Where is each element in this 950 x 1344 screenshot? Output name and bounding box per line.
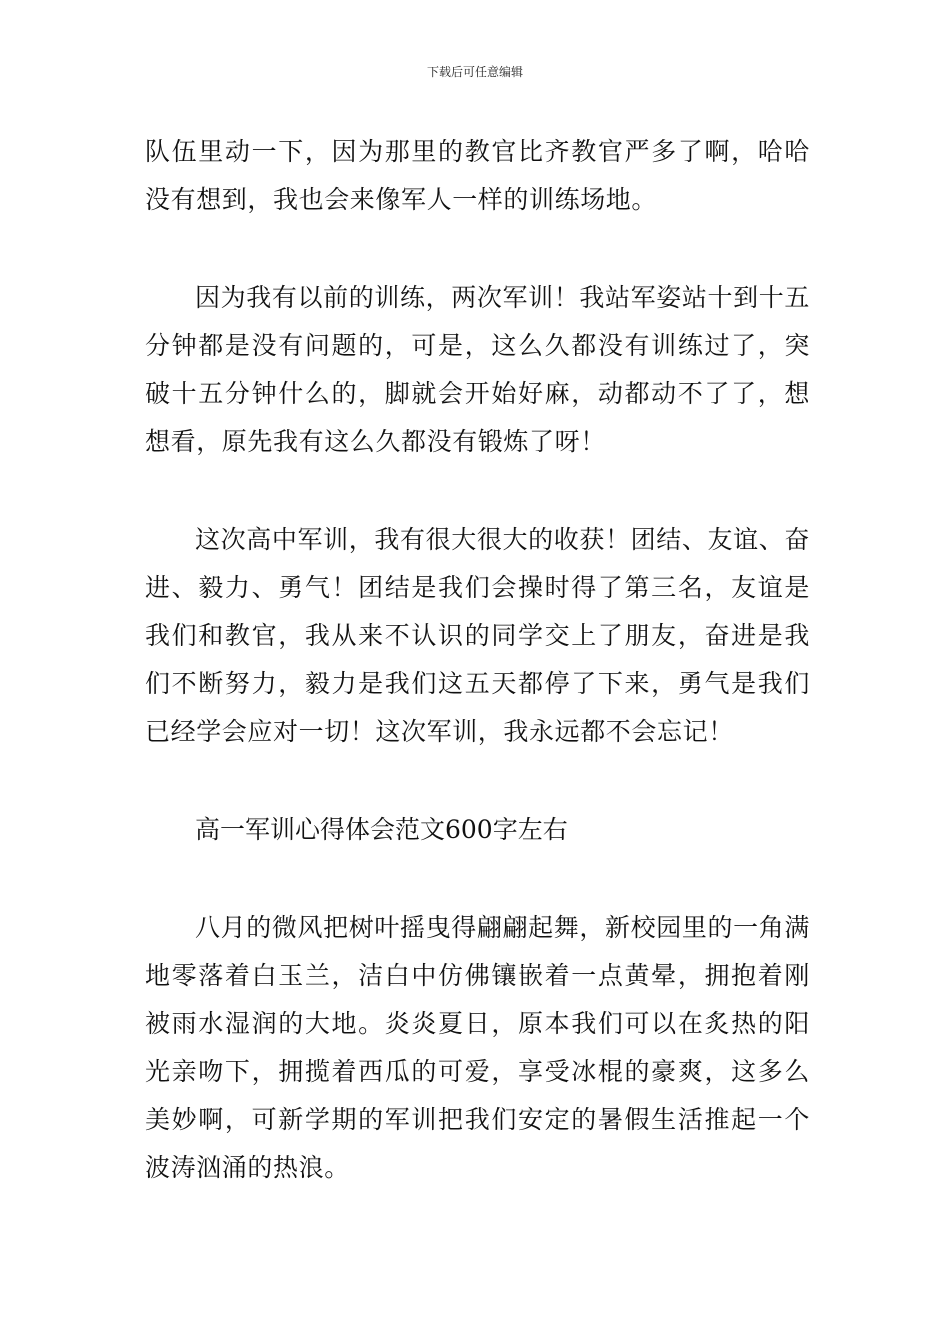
paragraph-august: 八月的微风把树叶摇曳得翩翩起舞，新校园里的一角满地零落着白玉兰，洁白中仿佛镶嵌着一点黄晕，拥抱着刚被雨水湿润的大地。炎炎夏日，原本我们可以在炙热的阳光亲吻下，拥揽着西瓜的可爱，享受冰棍的豪爽，这多么美妙啊，可新学期的军训把我们安定的暑假生活推起一个波涛汹涌的热浪。 xyxy=(145,913,810,1182)
paragraph-harvest: 这次高中军训，我有很大很大的收获！团结、友谊、奋进、毅力、勇气！团结是我们会操时得了第三名，友谊是我们和教官，我从来不认识的同学交上了朋友，奋进是我们不断努力，毅力是我们这五天都停了下来，勇气是我们已经学会应对一切！这次军训，我永远都不会忘记！ xyxy=(145,525,810,746)
paragraph-training: 因为我有以前的训练，两次军训！我站军姿站十到十五分钟都是没有问题的，可是，这么久都没有训练过了，突破十五分钟什么的，脚就会开始好麻，动都动不了了，想想看，原先我有这么久都没有锻炼了呀！ xyxy=(145,283,810,456)
paragraph-continued: 队伍里动一下，因为那里的教官比齐教官严多了啊，哈哈没有想到，我也会来像军人一样的训练场地。 xyxy=(145,137,810,214)
section-heading: 高一军训心得体会范文600字左右 xyxy=(195,815,568,844)
document-body xyxy=(145,128,810,1192)
page-header: 下载后可任意编辑 xyxy=(426,65,523,79)
